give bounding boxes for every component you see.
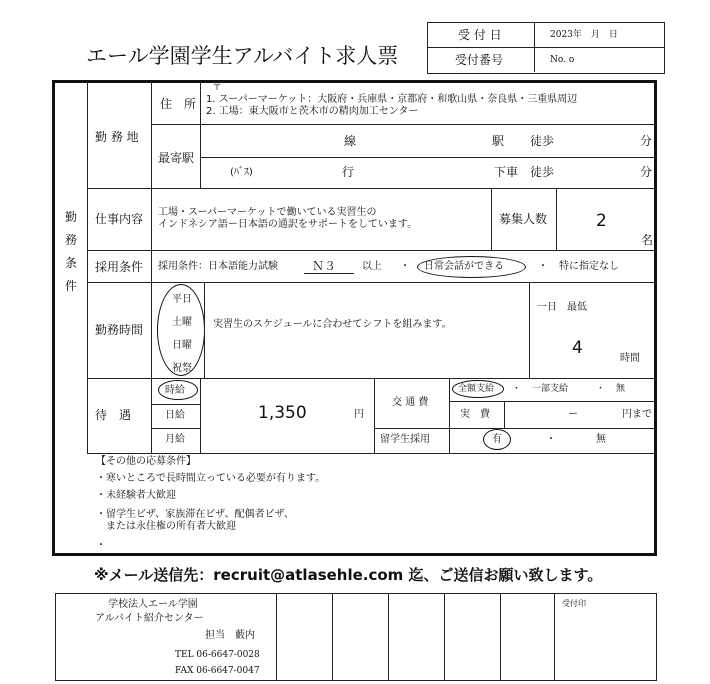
footer-fax: FAX 06-6647-0047 — [175, 666, 260, 676]
footer-tel: TEL 06-6647-0028 — [175, 650, 260, 660]
recruit-value: 2 — [596, 211, 607, 231]
pay-label: 待 遇 — [95, 408, 132, 422]
station-word: 駅 — [492, 134, 505, 148]
hours-label: 勤務時間 — [95, 323, 144, 337]
address-label: 住 所 — [160, 97, 197, 111]
recruit-unit: 名 — [641, 233, 654, 247]
intl-yes[interactable]: 有 — [492, 434, 502, 445]
job-line-2: インドネシア語ー日本語の通訳をサポートをしています。 — [158, 219, 418, 230]
footer-org-2: アルバイト紹介センター — [95, 613, 204, 624]
intl-label: 留学生採用 — [380, 434, 430, 445]
minute-word-2: 分 — [640, 165, 653, 179]
conditions-level: Ｎ３ — [312, 259, 337, 273]
pay-type-daily[interactable]: 日給 — [165, 410, 185, 421]
transport-dot-1: ・ — [512, 384, 522, 394]
actual-unit: 円まで — [622, 409, 652, 420]
conditions-dot-1: ・ — [400, 261, 410, 272]
bus-word: (ﾊﾞｽ) — [230, 167, 253, 178]
address-line-1: 1. スーパーマーケット：大阪府・兵庫県・京都府・和歌山県・奈良県・三重県周辺 — [206, 94, 578, 105]
actual-value: ー — [568, 409, 578, 420]
bound-word: 行 — [342, 165, 355, 179]
other-item: ・寒いところで長時間立っている必要が有ります。 — [96, 473, 326, 484]
email-notice: ※メール送信先：recruit@atlasehle.com 迄、ご送信お願い致します。 — [94, 566, 603, 584]
receipt-date-label: 受 付 日 — [458, 28, 502, 42]
transport-partial[interactable]: 一部支給 — [532, 384, 569, 394]
intl-yes-circle — [483, 429, 511, 450]
hourly-circle — [158, 380, 198, 400]
footer-contact: 担当 藪内 — [205, 630, 255, 641]
intl-dot: ・ — [546, 434, 556, 445]
receipt-number-label: 受付番号 — [455, 53, 504, 67]
transport-full-circle — [452, 380, 504, 398]
pay-type-monthly[interactable]: 月給 — [165, 434, 185, 445]
stamp-label: 受付印 — [562, 599, 586, 608]
selected-option-circle — [417, 256, 526, 278]
receipt-number-value: No. o — [550, 55, 575, 65]
transport-none[interactable]: 無 — [616, 384, 626, 394]
conditions-prefix: 採用条件：日本語能力試験 — [158, 261, 278, 272]
actual-label: 実 費 — [460, 409, 490, 420]
hours-description: 実習生のスケジュールに合わせてシフトを組みます。 — [213, 319, 452, 330]
job-line-1: 工場・スーパーマーケットで働いている実習生の — [158, 207, 377, 218]
side-label: 勤 務 条 件 — [64, 210, 77, 293]
other-item: ・ — [96, 540, 106, 551]
footer-org-1: 学校法人エール学園 — [108, 599, 198, 610]
intl-no[interactable]: 無 — [596, 434, 606, 445]
pay-type-hourly[interactable]: 時給 — [165, 385, 185, 396]
getoff-word: 下車 — [494, 165, 519, 179]
day-saturday[interactable]: 土曜 — [172, 317, 192, 328]
page-title: エール学園学生アルバイト求人票 — [86, 44, 399, 68]
hours-unit: 時間 — [620, 353, 640, 364]
station-label: 最寄駅 — [158, 151, 195, 165]
other-heading: 【その他の応募条件】 — [96, 456, 196, 467]
walk-word: 徒歩 — [530, 134, 555, 148]
pay-currency: 円 — [354, 409, 364, 420]
conditions-label: 採用条件 — [95, 260, 144, 274]
minute-word: 分 — [640, 134, 653, 148]
hours-min-value: 4 — [572, 338, 583, 358]
other-item: ・未経験者大歓迎 — [96, 490, 176, 501]
recruit-label: 募集人数 — [499, 212, 548, 226]
day-holiday[interactable]: 祝祭 — [172, 363, 192, 374]
hours-per-day: 一日 最低 — [537, 302, 587, 313]
conditions-option-selected[interactable]: 日常会話ができる — [424, 261, 504, 272]
transport-full[interactable]: 全額支給 — [458, 384, 495, 394]
conditions-suffix: 以上 — [362, 261, 382, 272]
other-item: ・留学生ビザ、家族滞在ビザ、配偶者ビザ、 — [96, 509, 294, 520]
day-sunday[interactable]: 日曜 — [172, 340, 192, 351]
pay-amount: 1,350 — [258, 403, 307, 423]
transport-label: 交 通 費 — [392, 397, 429, 408]
address-line-2: 2. 工場：東大阪市と茨木市の精肉加工センター — [206, 106, 419, 117]
other-item: または永住権の所有者大歓迎 — [96, 521, 236, 532]
day-weekday[interactable]: 平日 — [172, 294, 192, 305]
line-word: 線 — [344, 134, 357, 148]
walk-word-2: 徒歩 — [530, 165, 555, 179]
workplace-label: 勤 務 地 — [95, 130, 139, 144]
job-label: 仕事内容 — [95, 212, 144, 226]
receipt-date-value: 2023年 月 日 — [550, 30, 618, 40]
conditions-dot-2: ・ — [538, 261, 548, 272]
conditions-option-other[interactable]: 特に指定なし — [559, 261, 619, 272]
transport-dot-2: ・ — [596, 384, 606, 394]
postal-mark: 〒 — [212, 82, 222, 93]
days-circle — [157, 284, 205, 376]
